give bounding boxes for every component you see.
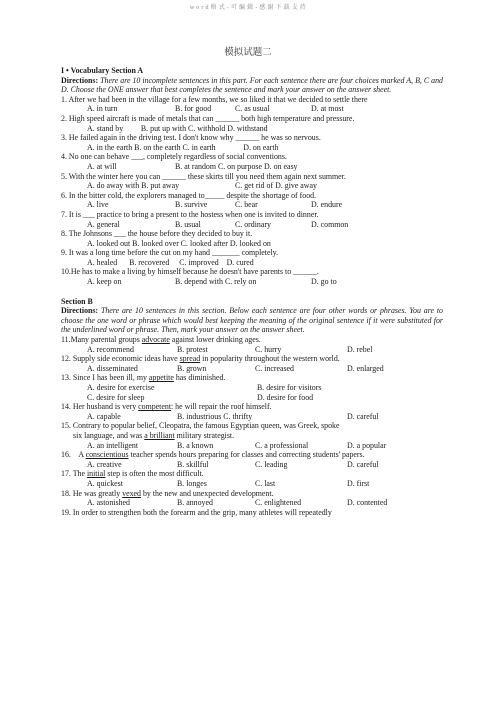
underlined-word: initial xyxy=(86,469,106,479)
option: A. looked out B. looked over C. looked after D. looked on xyxy=(87,238,271,248)
question-12-options xyxy=(61,364,443,374)
option: B. protest xyxy=(177,344,208,354)
question-10-options xyxy=(61,277,443,287)
question-3: 3. He failed again in the driving test. I don't know why ______ he was so nervous. xyxy=(61,133,321,143)
question-7: 7. It is ___ practice to bring a present to the hostess when one is invited to dinner. xyxy=(61,209,319,219)
option: A. stand by B. put up with C. withhold D. withstand xyxy=(87,123,268,133)
section-b-directions xyxy=(61,306,443,335)
option: B. depend with C. rely on xyxy=(175,277,257,287)
question-18 xyxy=(61,489,443,499)
question-text: 12. Supply side economic ideas have xyxy=(61,354,180,364)
question-17 xyxy=(61,469,443,479)
question-1: 1. After we had been in the village for a few months, we so liked it that we decided to settle there xyxy=(61,94,368,104)
question-text: 11.Many parental groups xyxy=(61,335,142,345)
option: B. at random C. on purpose D. on easy xyxy=(175,161,298,171)
question-5-options xyxy=(61,181,443,191)
option: D. endure xyxy=(311,200,343,210)
option: D. rebel xyxy=(347,344,373,354)
question-6-options xyxy=(61,200,443,210)
question-10: 10.He has to make a living by himself because he doesn't have parents to ______. xyxy=(61,267,319,277)
directions-label: Directions: xyxy=(61,306,99,316)
underlined-word: a brilliant xyxy=(144,430,175,440)
option: C. bear xyxy=(235,200,258,210)
option: B. grown xyxy=(177,363,207,373)
option: B. a known xyxy=(177,440,214,450)
page-header: w o r d 格 式 - 可 编 辑 - 感 谢 下 载 支 持 xyxy=(189,5,307,11)
question-text: 14. Her husband is very xyxy=(61,402,139,412)
option: C. desire for sleep xyxy=(87,392,145,402)
option: B. for good xyxy=(175,104,212,114)
option: C. enlightened xyxy=(255,498,302,508)
question-4-options xyxy=(61,162,443,172)
option: B. usual xyxy=(175,219,201,229)
option: D. a popular xyxy=(347,440,387,450)
option: A. live xyxy=(87,200,109,210)
question-2-options xyxy=(61,124,443,134)
question-text: six language, and was xyxy=(73,430,145,440)
question-7-options xyxy=(61,220,443,230)
underlined-word: appetite xyxy=(148,373,174,383)
question-text: by the new and unexpected development. xyxy=(140,488,274,498)
option: A. at will xyxy=(87,161,117,171)
option: D. enlarged xyxy=(347,363,384,373)
question-text: against lower drinking ages. xyxy=(169,335,261,345)
question-2: 2. High speed aircraft is made of metals that can ______ both high temperature and pressure. xyxy=(61,113,355,123)
option: C. increased xyxy=(255,363,294,373)
option: D. at most xyxy=(311,104,344,114)
option: A. an intelligent xyxy=(87,440,139,450)
option: D. contented xyxy=(347,498,388,508)
question-16 xyxy=(61,450,443,460)
question-15-options xyxy=(61,441,443,451)
option: B. industrious C. thrifty xyxy=(177,411,253,421)
question-text: 18. He was greatly xyxy=(61,488,123,498)
underlined-word: spread xyxy=(179,354,201,364)
question-5: 5. With the winter here you can ______ these skirts till you need them again next summer. xyxy=(61,171,346,181)
option: B. annoyed xyxy=(177,498,213,508)
option: A. in the earth B. on the earth C. in earth D. on earth xyxy=(87,142,279,152)
question-15-continued xyxy=(61,431,443,441)
question-14 xyxy=(61,402,443,412)
option: A. quickest xyxy=(87,478,123,488)
option: C. ordinary xyxy=(235,219,271,229)
directions-label: Directions: xyxy=(61,75,99,85)
underlined-word: vexed xyxy=(122,488,141,498)
option: A. general xyxy=(87,219,120,229)
question-text: 16. A xyxy=(61,450,86,460)
underlined-word: advocate xyxy=(141,335,170,345)
question-15: 15. Contrary to popular belief, Cleopatra, the famous Egyptian queen, was Greek, spoke xyxy=(61,421,340,431)
directions-text: There are 10 incomplete sentences in this part. For each sentence there are four choices marked A, B, C and D. Choose the ONE answer that best completes the sentence and mark your answer on the answer sheet. xyxy=(61,75,443,95)
underlined-word: competent xyxy=(138,402,172,412)
section-a-heading: I • Vocabulary Section A xyxy=(61,66,144,75)
question-11 xyxy=(61,335,443,345)
question-11-options xyxy=(61,345,443,355)
option: A. creative xyxy=(87,459,122,469)
question-17-options xyxy=(61,479,443,489)
option: A. keep on xyxy=(87,277,122,287)
question-9-options xyxy=(61,258,443,268)
option: A. astonished xyxy=(87,498,130,508)
question-13 xyxy=(61,373,443,383)
option: B. skillful xyxy=(177,459,209,469)
option: B. longes xyxy=(177,478,207,488)
option: C. a professional xyxy=(255,440,309,450)
question-3-options xyxy=(61,143,443,153)
question-text: military strategist. xyxy=(174,430,235,440)
question-9: 9. It was a long time before the cut on my hand _______ completely. xyxy=(61,248,279,258)
option: C. last xyxy=(255,478,276,488)
option: D. go to xyxy=(311,277,337,287)
question-8: 8. The Johnsons ___ the house before they decided to buy it. xyxy=(61,229,253,239)
section-b-heading: Section B xyxy=(61,296,93,306)
option: C. hurry xyxy=(255,344,282,354)
option: C. get rid of D. give away xyxy=(235,181,317,191)
option: D. careful xyxy=(347,411,379,421)
question-6: 6. In the bitter cold, the explorers managed to_____ despite the shortage of food. xyxy=(61,190,317,200)
question-text: teacher spends hours preparing for classes and correcting students' papers. xyxy=(128,450,365,460)
option: A. recommend xyxy=(87,344,134,354)
question-12 xyxy=(61,354,443,364)
question-18-options xyxy=(61,498,443,508)
option: A. in turn xyxy=(87,104,118,114)
option: D. desire for food xyxy=(257,392,314,402)
option: A. desire for exercise xyxy=(87,383,155,392)
question-4: 4. No one can behave ___, completely regardless of social conventions. xyxy=(61,152,287,162)
question-1-options xyxy=(61,104,443,114)
option: A. disseminated xyxy=(87,363,138,373)
exam-content xyxy=(61,66,443,517)
option: A. capable xyxy=(87,411,121,421)
underlined-word: conscientious xyxy=(85,450,129,460)
option: C. leading xyxy=(255,459,288,469)
question-16-options xyxy=(61,460,443,470)
option: C. as usual xyxy=(235,104,270,114)
question-text: 13. Since I has been ill, my xyxy=(61,373,149,383)
option: B. survive xyxy=(175,200,208,210)
directions-text: There are 10 sentences in this section. Below each sentence are four other words or phrases. You are to choose the one word or phrase which would best keeping the meaning of the original sentence if it were substituted for the underlined word or phrase. Then, mark your answer on the answer sheet. xyxy=(61,306,443,335)
question-14-options xyxy=(61,412,443,422)
page-title: 模拟试题二 xyxy=(224,48,272,58)
question-text: step is often the most difficult. xyxy=(105,469,204,479)
option: D. first xyxy=(347,478,370,488)
option: B. desire for visitors xyxy=(257,383,322,392)
option: D. common xyxy=(311,219,349,229)
option: D. careful xyxy=(347,459,379,469)
question-8-options xyxy=(61,239,443,249)
option: A. healed B. recovered C. improved D. cured xyxy=(87,257,254,267)
question-text: in popularity throughout the western world. xyxy=(200,354,340,364)
question-text: has diminished. xyxy=(173,373,226,383)
section-a-directions xyxy=(61,76,443,95)
question-text: 17. The xyxy=(61,469,87,479)
option: A. do away with B. put away xyxy=(87,181,180,191)
question-13-options-row-1 xyxy=(61,383,443,393)
question-19: 19. In order to strengthen both the forearm and the grip, many athletes will repeatedly xyxy=(61,507,332,517)
question-text: : he will repair the roof himself. xyxy=(171,402,272,412)
question-13-options-row-2 xyxy=(61,393,443,403)
